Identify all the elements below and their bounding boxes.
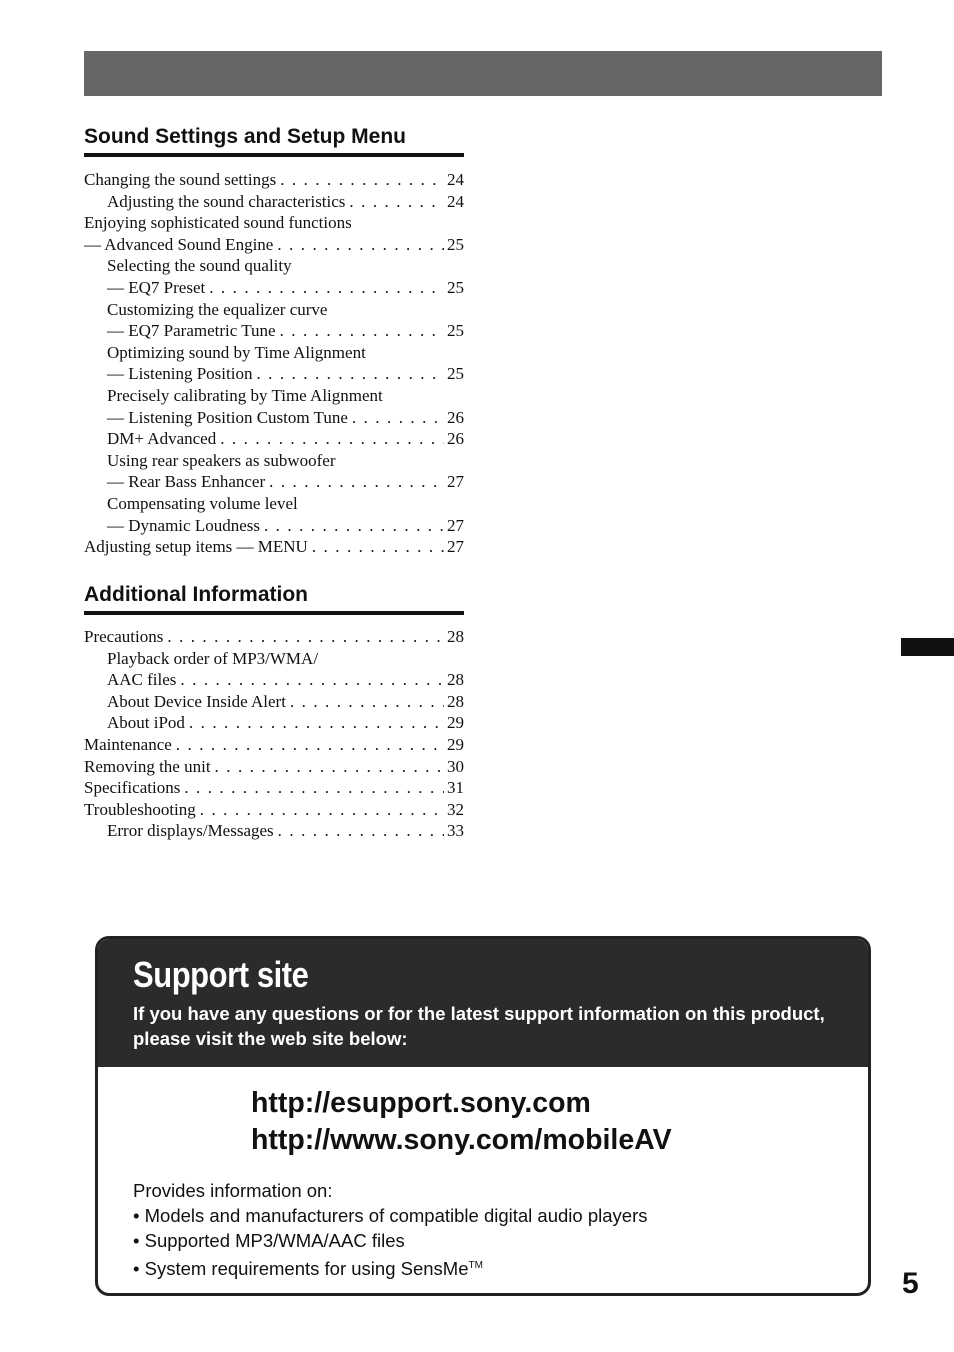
toc-entry-title: Removing the unit bbox=[84, 756, 211, 776]
page-number: 5 bbox=[902, 1267, 919, 1300]
toc-entry[interactable] bbox=[84, 471, 464, 493]
toc-entry-page: 29 bbox=[447, 734, 464, 754]
toc-leader-dots bbox=[265, 471, 444, 493]
section-side-tab bbox=[901, 638, 954, 656]
toc-entry[interactable] bbox=[84, 342, 464, 364]
toc-entry-page: 27 bbox=[447, 537, 464, 557]
toc-entry-title: — Listening Position Custom Tune bbox=[107, 407, 348, 427]
toc-entry-title: Enjoying sophisticated sound functions bbox=[84, 213, 352, 233]
info-bullet-sensme bbox=[133, 1253, 647, 1281]
toc-entry-page: 31 bbox=[447, 778, 464, 798]
toc-entry-page: 28 bbox=[447, 627, 464, 646]
toc-entry-title: About Device Inside Alert bbox=[107, 691, 286, 711]
toc-entry-title: Selecting the sound quality bbox=[107, 256, 292, 276]
toc-entry[interactable] bbox=[84, 255, 464, 277]
toc-leader-dots bbox=[308, 536, 444, 558]
toc-entry-page: 25 bbox=[447, 277, 464, 297]
toc-entry-page: 26 bbox=[447, 429, 464, 449]
toc-leader-dots bbox=[211, 756, 444, 778]
toc-entry-title: Adjusting the sound characteristics bbox=[107, 191, 346, 211]
toc-entry-title: — EQ7 Preset bbox=[107, 277, 206, 297]
toc-entry[interactable] bbox=[84, 363, 464, 385]
toc-entry-page: 28 bbox=[447, 691, 464, 711]
page-header-bar bbox=[84, 51, 882, 96]
toc-leader-dots bbox=[276, 169, 444, 191]
toc-leader-dots bbox=[196, 799, 444, 821]
toc-leader-dots bbox=[252, 363, 444, 385]
toc-entry-title: Compensating volume level bbox=[107, 493, 298, 513]
info-bullet-models: • Models and manufacturers of compatible digital audio players bbox=[133, 1205, 648, 1226]
toc-entry[interactable] bbox=[84, 648, 464, 670]
toc-entry-title: Playback order of MP3/WMA/ bbox=[107, 648, 319, 668]
toc-leader-dots bbox=[345, 191, 444, 213]
toc-entry-title: Optimizing sound by Time Alignment bbox=[107, 342, 366, 362]
toc-entry-title: Maintenance bbox=[84, 734, 172, 754]
toc-leader-dots bbox=[180, 777, 444, 799]
support-header bbox=[98, 939, 868, 1067]
toc-entry[interactable] bbox=[84, 277, 464, 299]
info-heading: Provides information on: bbox=[133, 1180, 333, 1201]
toc-leader-dots bbox=[205, 277, 444, 299]
toc-leader-dots bbox=[185, 712, 444, 734]
toc-leader-dots bbox=[163, 626, 444, 648]
toc-entry-title: Customizing the equalizer curve bbox=[107, 299, 328, 319]
toc-entry[interactable] bbox=[84, 212, 464, 234]
toc-entry[interactable] bbox=[84, 777, 464, 799]
toc-entry[interactable] bbox=[84, 385, 464, 407]
toc-entry[interactable] bbox=[84, 169, 464, 191]
info-bullet-sensme-text: • System requirements for using SensMe bbox=[133, 1258, 469, 1279]
toc-leader-dots bbox=[276, 320, 444, 342]
toc-entry[interactable] bbox=[84, 515, 464, 537]
toc-entry-title: Adjusting setup items — MENU bbox=[84, 537, 308, 557]
toc-entry[interactable] bbox=[84, 691, 464, 713]
toc-entry[interactable] bbox=[84, 756, 464, 778]
toc-entry-page: 27 bbox=[447, 472, 464, 492]
toc-leader-dots bbox=[286, 691, 444, 713]
toc-entry-page: 25 bbox=[447, 321, 464, 341]
toc-entry-page: 33 bbox=[447, 821, 464, 841]
toc-entry-title: — Listening Position bbox=[107, 364, 253, 384]
info-bullet-files: • Supported MP3/WMA/AAC files bbox=[133, 1230, 405, 1251]
support-urls bbox=[251, 1085, 672, 1159]
support-url-esupport[interactable]: http://esupport.sony.com bbox=[251, 1087, 591, 1119]
toc-entry[interactable] bbox=[84, 799, 464, 821]
toc-entry-title: Precisely calibrating by Time Alignment bbox=[107, 385, 383, 405]
support-title: Support site bbox=[133, 954, 309, 995]
toc-entry-page: 24 bbox=[447, 191, 464, 211]
toc-list-additional bbox=[84, 626, 464, 842]
toc-entry[interactable] bbox=[84, 734, 464, 756]
toc-entry-page: 25 bbox=[447, 234, 464, 254]
toc-entry[interactable] bbox=[84, 299, 464, 321]
toc-entry-page: 28 bbox=[447, 670, 464, 690]
toc-entry[interactable] bbox=[84, 626, 464, 648]
toc-leader-dots bbox=[260, 515, 444, 537]
toc-entry[interactable] bbox=[84, 820, 464, 842]
support-info bbox=[133, 1178, 647, 1281]
section-heading-sound: Sound Settings and Setup Menu bbox=[84, 124, 464, 157]
toc-entry-title: — Dynamic Loudness bbox=[107, 515, 260, 535]
toc-list-sound bbox=[84, 169, 464, 558]
toc-entry-title: DM+ Advanced bbox=[107, 429, 217, 449]
toc-entry-page: 30 bbox=[447, 756, 464, 776]
toc-entry-title: AAC files bbox=[107, 670, 177, 690]
toc-entry-page: 27 bbox=[447, 515, 464, 535]
toc-entry-title: About iPod bbox=[107, 713, 185, 733]
toc-entry-title: Changing the sound settings bbox=[84, 170, 277, 189]
toc-entry[interactable] bbox=[84, 191, 464, 213]
toc-entry-page: 25 bbox=[447, 364, 464, 384]
support-url-mobileav[interactable]: http://www.sony.com/mobileAV bbox=[251, 1124, 672, 1156]
toc-entry-page: 32 bbox=[447, 799, 464, 819]
toc-entry-page: 26 bbox=[447, 407, 464, 427]
toc-additional-section bbox=[84, 582, 464, 842]
toc-leader-dots bbox=[172, 734, 444, 756]
support-intro: If you have any questions or for the latest support information on this product, please visit the web site below: bbox=[133, 1003, 825, 1049]
toc-leader-dots bbox=[216, 428, 444, 450]
toc-leader-dots bbox=[176, 669, 444, 691]
toc-entry-title: — Rear Bass Enhancer bbox=[107, 472, 266, 492]
toc-entry-title: Precautions bbox=[84, 627, 164, 646]
toc-entry-title: Specifications bbox=[84, 778, 181, 798]
toc-entry[interactable] bbox=[84, 712, 464, 734]
toc-entry[interactable] bbox=[84, 450, 464, 472]
section-heading-additional: Additional Information bbox=[84, 582, 464, 615]
toc-entry[interactable] bbox=[84, 536, 464, 558]
toc-entry-page: 29 bbox=[447, 713, 464, 733]
toc-entry[interactable] bbox=[84, 234, 464, 256]
toc-entry[interactable] bbox=[84, 428, 464, 450]
toc-entry[interactable] bbox=[84, 407, 464, 429]
toc-entry-title: Troubleshooting bbox=[84, 799, 196, 819]
trademark-symbol: TM bbox=[468, 1260, 483, 1271]
toc-entry[interactable] bbox=[84, 669, 464, 691]
toc-leader-dots bbox=[274, 820, 444, 842]
toc-entry[interactable] bbox=[84, 493, 464, 515]
support-site-box bbox=[95, 936, 871, 1296]
toc-entry-title: — EQ7 Parametric Tune bbox=[107, 321, 276, 341]
toc-entry-title: Using rear speakers as subwoofer bbox=[107, 450, 336, 470]
toc-entry-page: 24 bbox=[447, 170, 464, 189]
toc-leader-dots bbox=[348, 407, 444, 429]
toc-entry[interactable] bbox=[84, 320, 464, 342]
toc-sound-section bbox=[84, 124, 464, 558]
toc-entry-title: Error displays/Messages bbox=[107, 821, 274, 841]
toc-leader-dots bbox=[273, 234, 444, 256]
toc-entry-title: — Advanced Sound Engine bbox=[84, 234, 274, 254]
